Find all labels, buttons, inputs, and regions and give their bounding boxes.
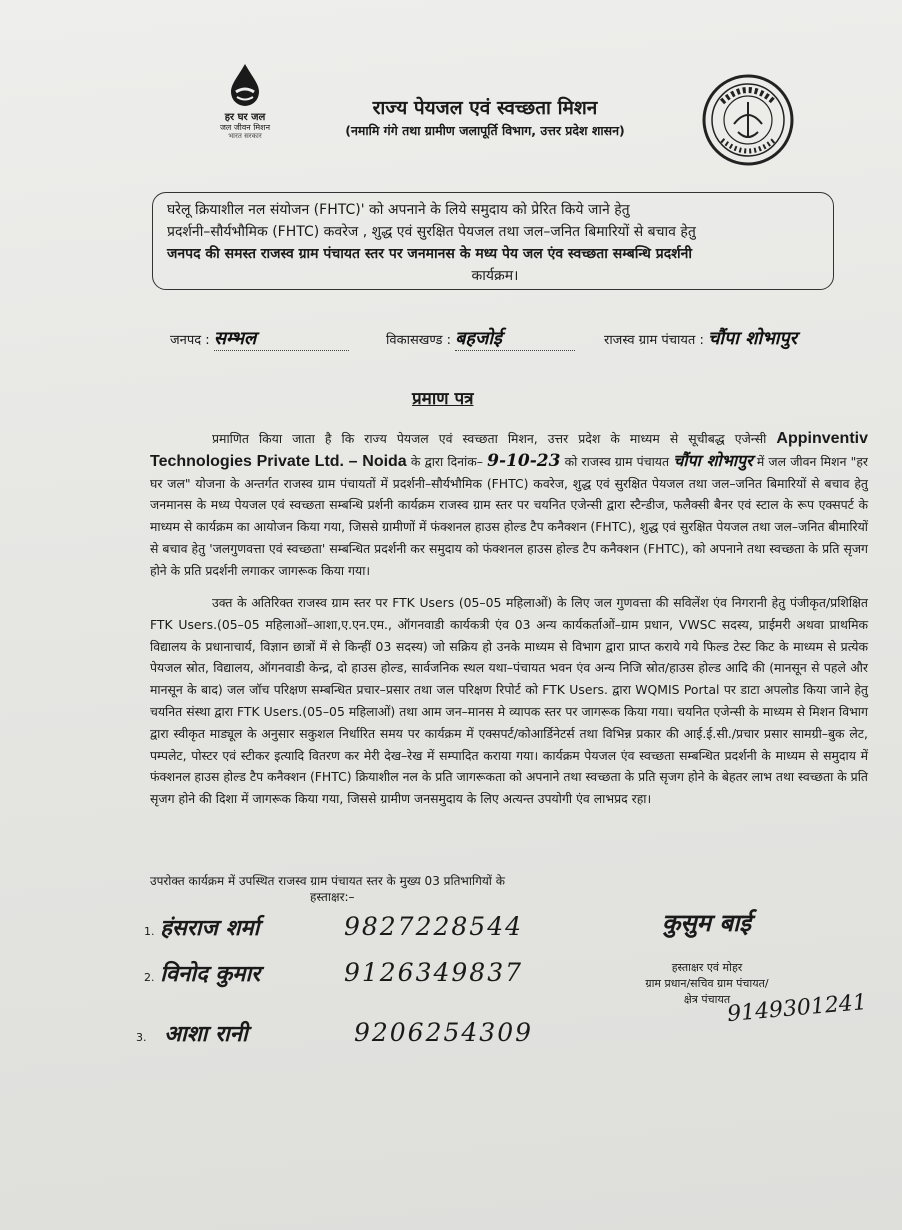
program-line-3: जनपद की समस्त राजस्व ग्राम पंचायत स्तर पर जनमानस के मध्य पेय जल एंव स्वच्छता सम्बन्धि प्रदर्शनी — [167, 246, 693, 262]
program-line-1: घरेलू क्रियाशील नल संयोजन (FHTC)' को अपनाने के लिये समुदाय को प्रेरित किये जाने हेतु — [167, 202, 630, 218]
block-field — [386, 326, 575, 351]
p1-date-prefix: के द्वारा दिनांक– — [410, 453, 483, 469]
signature-label: हस्ताक्षर:– — [310, 890, 355, 904]
stamp-line-3: क्षेत्र पंचायत — [683, 993, 731, 1006]
stamp-line-2: ग्राम प्रधान/सचिव ग्राम पंचायत/ — [645, 977, 769, 990]
participant-signature: हंसराज शर्मा — [160, 915, 260, 941]
program-line-4: कार्यक्रम। — [471, 268, 519, 284]
participants-intro — [150, 873, 505, 905]
head-phone: 9149301241 — [726, 989, 868, 1028]
participant-signature: विनोद कुमार — [160, 961, 261, 987]
stamp-line-1: हस्ताक्षर एवं मोहर — [671, 961, 743, 974]
p1-intro: प्रमाणित किया जाता है कि राज्य पेयजल एवं स्वच्छता मिशन, उत्तर प्रदेश के माध्यम से सूचीबद्ध एजेन्सी — [212, 431, 767, 446]
certificate-heading: प्रमाण पत्र — [412, 389, 474, 409]
panchayat-handwritten: चौंपा शोभापुर — [673, 450, 753, 470]
page-subtitle: (नमामि गंगे तथा ग्रामीण जलापूर्ति विभाग, उत्तर प्रदेश शासन) — [345, 123, 625, 138]
panchayat-label: राजस्व ग्राम पंचायत : — [604, 333, 704, 348]
participant-signature: आशा रानी — [164, 1021, 248, 1047]
logo-line-3: भारत सरकार — [228, 132, 262, 140]
district-value: सम्भल — [214, 326, 349, 351]
participants-intro-text: उपरोक्त कार्यक्रम में उपस्थित राजस्व ग्राम पंचायत स्तर के मुख्य 03 प्रतिभागियों के — [150, 874, 505, 888]
agency-name: Appinventiv Technologies Private Ltd. – Noida — [150, 430, 868, 470]
water-drop-icon — [225, 62, 265, 108]
logo-line-1: हर घर जल — [224, 112, 266, 123]
participant-phone: 9206254309 — [353, 1018, 534, 1047]
block-label: विकासखण्ड : — [386, 333, 452, 348]
event-date: 9-10-23 — [487, 450, 561, 471]
p1-body: में जल जीवन मिशन "हर घर जल" योजना के अन्तर्गत राजस्व ग्राम पंचायतों में प्रदर्शनी–सौर्यभौमिक (FHTC) कवरेज, शुद्ध एवं सुरक्षित पेयजल तथा जल–जनित बिमारियों से बचाव हेतु जनमानस के मध्य पेयजल एवं स्वच्छता सम्बन्धि प्रर्शनी कार्यक्रम राजस्व ग्राम स्तर पर चयनित एजेन्सी द्वारा स्टैन्डीज, फलैक्सी बैनर एवं स्टाल के रूप एक्सपर्ट के माध्यम से कार्यक्रम का आयोजन किया गया, जिससे ग्रामीणों में फंक्शनल हाउस होल्ड टैप कनैक्शन (FHTC), शुद्ध एवं सुरक्षित पेयजल तथा जल–जनित बीमारियों से बचाव हेतु 'जलगुणवत्ता एवं स्वच्छता' सम्बन्धित प्रदर्शनी कर समुदाय को फंक्शनल हाउस होल्ड टैप कनैक्शन (FHTC), को अपनाने तथा स्वच्छता के प्रति सृजग होने के प्रति प्रदर्शनी लगाकर जागरूक किया गया। — [150, 453, 868, 578]
up-government-seal-icon — [700, 72, 796, 168]
participant-phone: 9126349837 — [343, 958, 524, 987]
panchayat-field — [604, 326, 797, 350]
program-description-box — [152, 192, 834, 290]
participant-number: 3. — [136, 1031, 147, 1044]
certificate-paragraph-2 — [150, 592, 868, 810]
participant-row-3 — [136, 1018, 533, 1048]
panchayat-value: चौंपा शोभापुर — [707, 328, 798, 349]
p1-panchayat-prefix: को राजस्व ग्राम पंचायत — [564, 453, 670, 469]
participant-number: 2. — [144, 971, 155, 984]
program-line-2: प्रदर्शनी–सौर्यभौमिक (FHTC) कवरेज , शुद्ध एवं सुरक्षित पेयजल तथा जल–जनित बिमारियों से बचाव हेतु — [167, 224, 696, 240]
block-value: बहजोई — [455, 326, 575, 351]
har-ghar-jal-logo — [205, 62, 285, 140]
p2-body: उक्त के अतिरिक्त राजस्व ग्राम स्तर पर FTK Users (05–05 महिलाओं) के लिए जल गुणवत्ता की सविलेंश एंव निगरानी हेतु पंजीकृत/प्रशिक्षित FTK Users.(05–05 महिलाओं–आशा,ए.एन.एम., ऑगनवाडी कार्यकत्री एंव 03 अन्य कार्यकर्ताओं–ग्राम प्रधान, VWSC सदस्य, प्राईमरी अथवा प्राथमिक विद्यालय के प्रधानाचार्य, विज्ञान छात्रों में से किन्हीं 03 सदस्य) जो सक्रिय हो उनके माध्यम से विभाग द्वारा प्राप्त कराये गये फिल्ड टेस्ट किट के माध्यम से प्रत्येक पेयजल स्रोत, विद्यालय, ऑगनवाडी केन्द्र, दो हाउस होल्ड, सार्वजनिक स्थल यथा–पंचायत भवन एंव अन्य निजि स्रोत/हाउस होल्ड आदि की (मानसून से पहले और मानसून के बाद) जल जॉच परिक्षण सम्बन्धित प्रचार–प्रसार तथा जल परिक्षण रिपोर्ट को FTK Users. द्वारा WQMIS Portal पर डाटा अपलोड किया जाने हेतु चयनित संस्था द्वारा FTK Users.(05–05 महिलाओं) तथा आम जन–मानस मे व्यापक स्तर पर जागरूक किया गया। चयनित एजेन्सी के माध्यम से मिशन विभाग द्वारा स्वीकृत माड्यूल के अनुसार सकुशल निर्धारित समय पर कार्यक्रम में एक्सपर्ट/कोआर्डिनेटर्स तथा विभिन्न प्रकार की आई.ई.सी./प्रचार प्रसार सामग्री–बुक लेट, पम्पलेट, पोस्टर एवं स्टीकर इत्यादि वितरण कर मेरी देख–रेख में सम्पादित कराया गया। कार्यक्रम पेयजल एंव स्वच्छता सम्बन्धित प्रदर्शनी के माध्यम से समुदाय में फंक्शनल हाउस होल्ड टैप कनैक्शन (FHTC) क्रियाशील नल के प्रति जागरूकता को अपनाने तथा स्वच्छता के प्रति सृजग होने के बेहतर लाभ तथा स्वच्छता के प्रति सृजग होने की दिशा में जागरूक किया गया, जिससे ग्रामीण जनसमुदाय के लिए अत्यन्त उपयोगी एंव लाभप्रद रहा। — [150, 595, 868, 807]
district-label: जनपद : — [170, 333, 210, 348]
participant-row-2 — [144, 958, 523, 988]
logo-line-2: जल जीवन मिशन — [219, 123, 271, 132]
participant-row-1 — [144, 912, 523, 942]
certificate-paragraph-1 — [150, 428, 868, 582]
page-title: राज्य पेयजल एवं स्वच्छता मिशन — [372, 97, 598, 119]
district-field — [170, 326, 349, 351]
participant-phone: 9827228544 — [343, 912, 524, 941]
participant-number: 1. — [144, 925, 155, 938]
head-signature: कुसुम बाई — [662, 908, 752, 937]
